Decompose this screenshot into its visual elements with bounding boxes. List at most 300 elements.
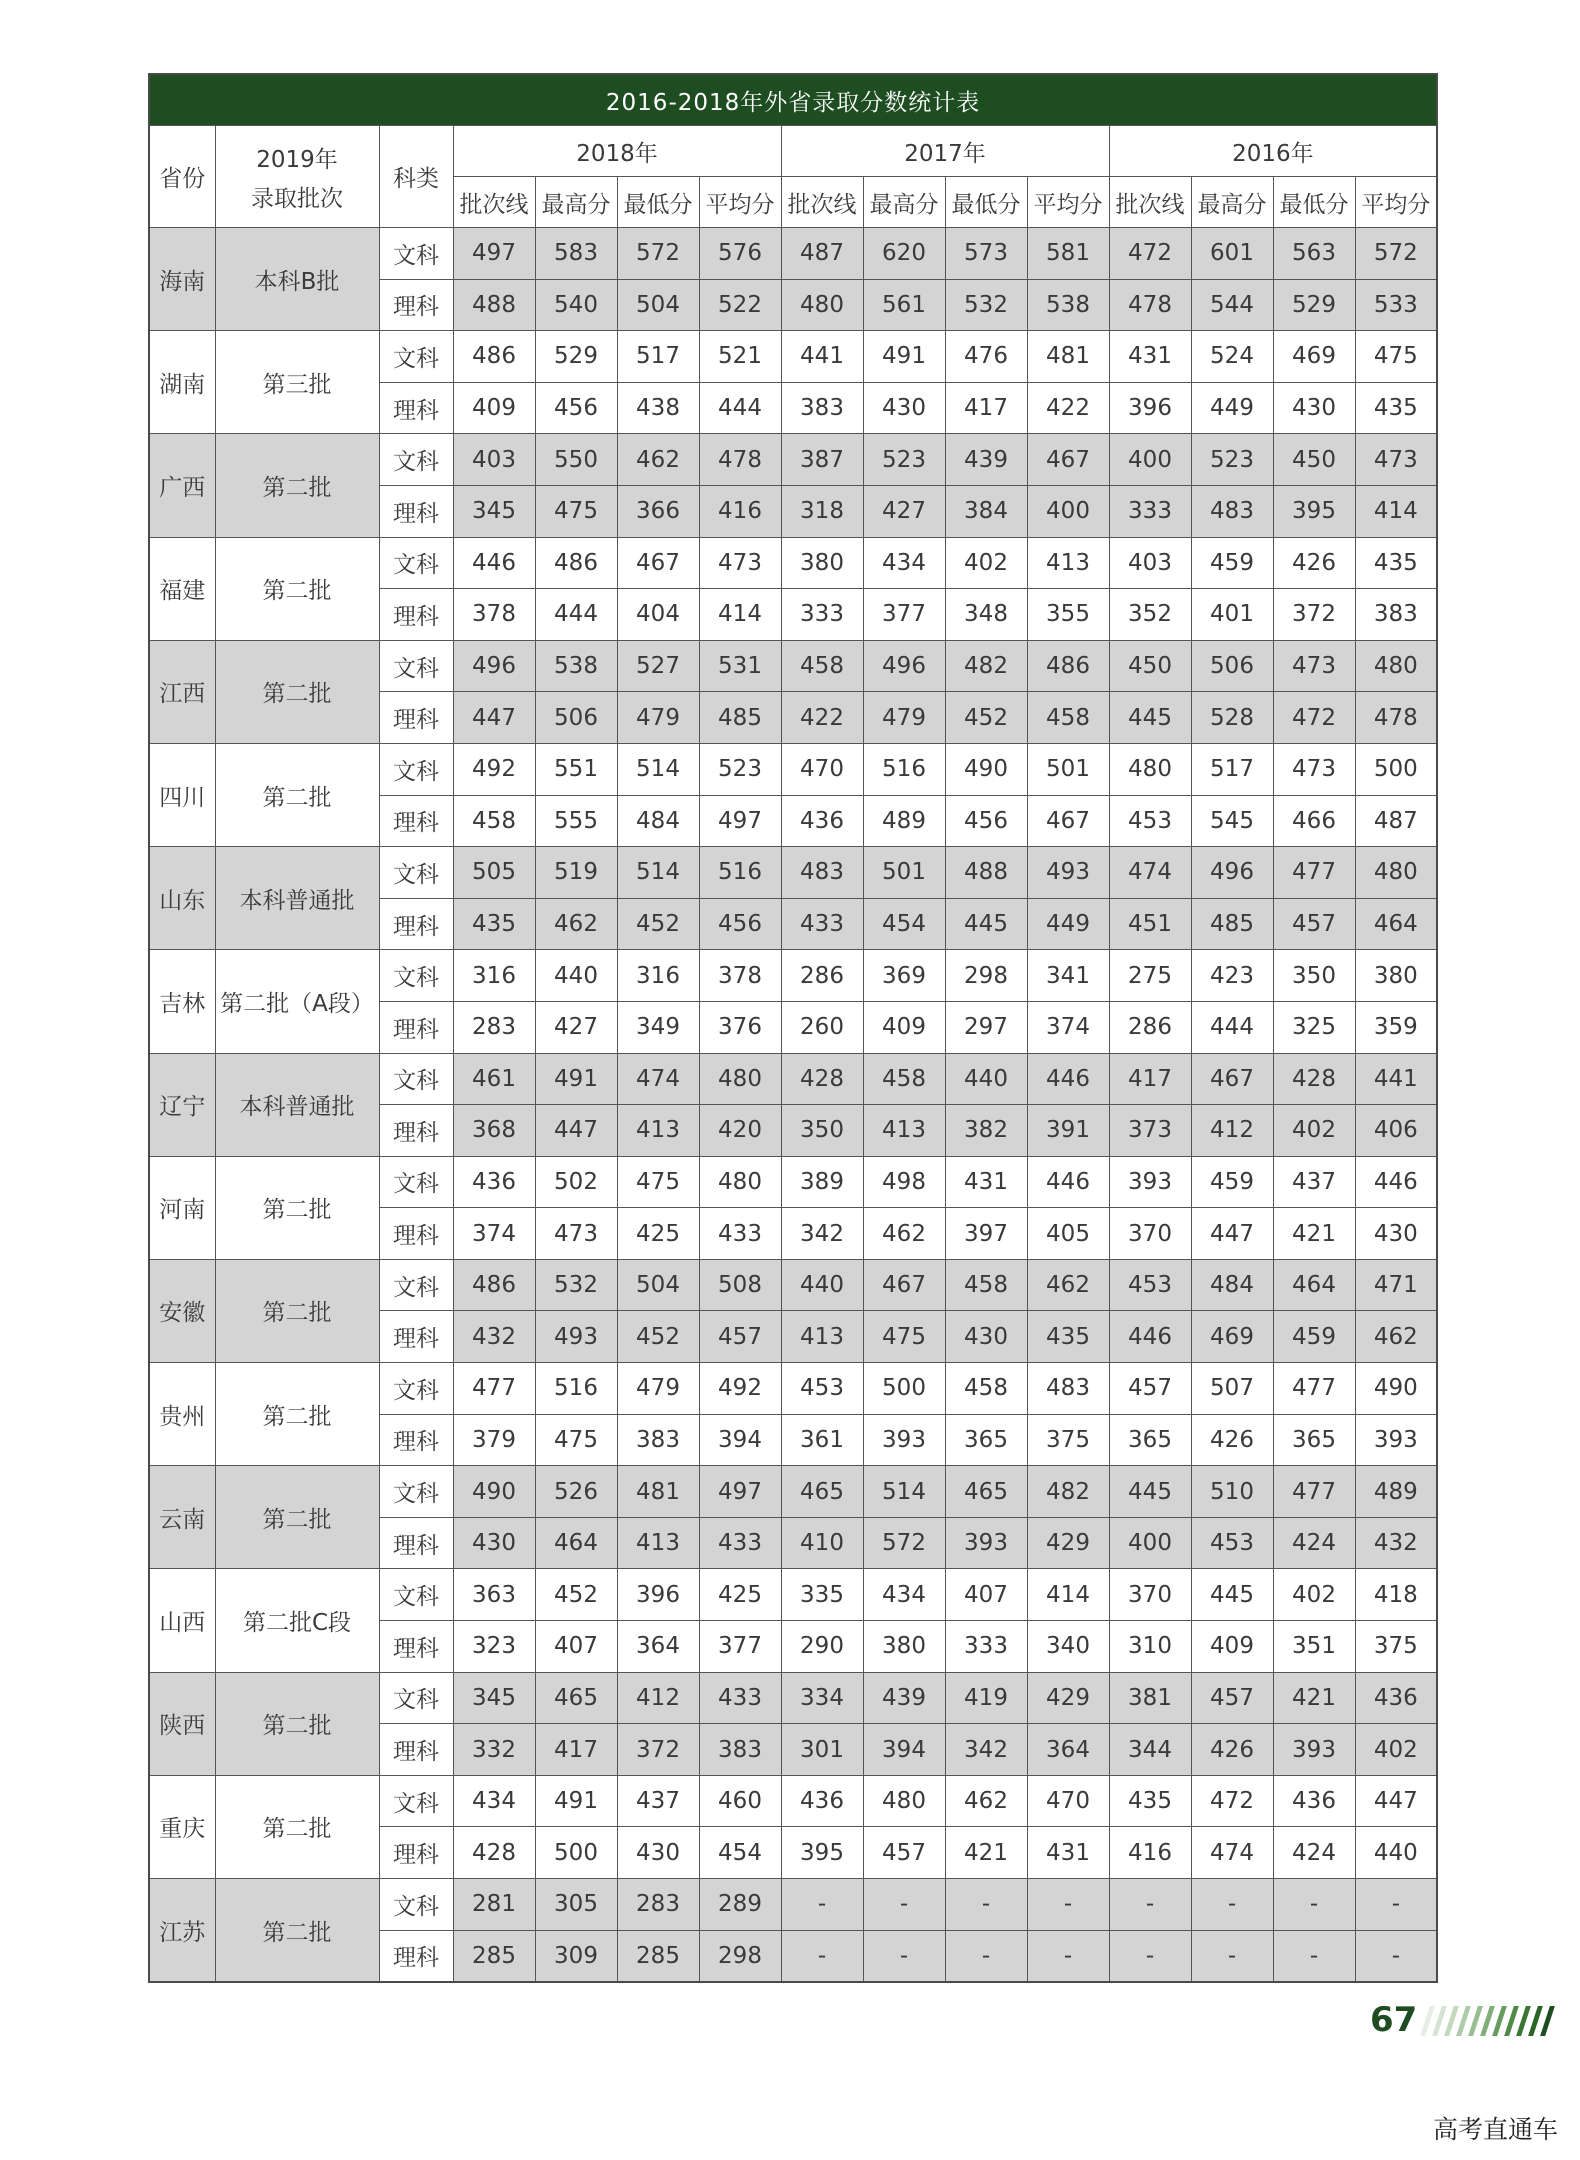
score-cell: 413 bbox=[617, 1105, 699, 1157]
subject-cell: 理科 bbox=[379, 382, 453, 434]
score-cell: 340 bbox=[1027, 1621, 1109, 1673]
score-cell: - bbox=[781, 1879, 863, 1931]
score-cell: 417 bbox=[535, 1724, 617, 1776]
score-cell: 477 bbox=[1273, 1363, 1355, 1415]
score-cell: 384 bbox=[945, 485, 1027, 537]
score-cell: 445 bbox=[1109, 692, 1191, 744]
score-cell: 402 bbox=[1355, 1724, 1437, 1776]
table-row bbox=[149, 1569, 1437, 1621]
score-cell: 496 bbox=[453, 640, 535, 692]
batch-cell: 第二批 bbox=[215, 537, 379, 640]
score-cell: 440 bbox=[781, 1259, 863, 1311]
score-cell: 502 bbox=[535, 1156, 617, 1208]
score-cell: 475 bbox=[535, 485, 617, 537]
score-cell: 436 bbox=[1273, 1775, 1355, 1827]
score-cell: 555 bbox=[535, 795, 617, 847]
score-cell: 446 bbox=[453, 537, 535, 589]
score-cell: 404 bbox=[617, 589, 699, 641]
score-cell: 400 bbox=[1109, 1517, 1191, 1569]
score-cell: 532 bbox=[945, 279, 1027, 331]
subject-cell: 文科 bbox=[379, 1363, 453, 1415]
score-cell: - bbox=[1355, 1930, 1437, 1982]
score-cell: 516 bbox=[863, 743, 945, 795]
score-cell: 516 bbox=[535, 1363, 617, 1415]
score-cell: 452 bbox=[617, 898, 699, 950]
province-cell: 安徽 bbox=[149, 1259, 215, 1362]
score-cell: 477 bbox=[1273, 1466, 1355, 1518]
score-cell: 435 bbox=[1355, 537, 1437, 589]
score-cell: 310 bbox=[1109, 1621, 1191, 1673]
score-cell: 342 bbox=[945, 1724, 1027, 1776]
score-cell: 490 bbox=[1355, 1363, 1437, 1415]
batch-cell: 第二批 bbox=[215, 1672, 379, 1775]
subject-cell: 理科 bbox=[379, 692, 453, 744]
score-cell: 351 bbox=[1273, 1621, 1355, 1673]
score-cell: - bbox=[1027, 1930, 1109, 1982]
score-cell: 479 bbox=[617, 692, 699, 744]
score-cell: 422 bbox=[1027, 382, 1109, 434]
score-cell: 486 bbox=[453, 1259, 535, 1311]
score-cell: 396 bbox=[617, 1569, 699, 1621]
subject-cell: 文科 bbox=[379, 950, 453, 1002]
score-cell: 435 bbox=[453, 898, 535, 950]
score-cell: 437 bbox=[1273, 1156, 1355, 1208]
score-cell: 504 bbox=[617, 279, 699, 331]
score-cell: 345 bbox=[453, 1672, 535, 1724]
score-cell: 480 bbox=[1355, 847, 1437, 899]
score-cell: 532 bbox=[535, 1259, 617, 1311]
page-number: 67 bbox=[1370, 2000, 1418, 2040]
score-cell: 393 bbox=[863, 1414, 945, 1466]
score-cell: 436 bbox=[453, 1156, 535, 1208]
score-cell: 383 bbox=[781, 382, 863, 434]
score-cell: 498 bbox=[863, 1156, 945, 1208]
score-table bbox=[148, 73, 1438, 1983]
subject-cell: 文科 bbox=[379, 1775, 453, 1827]
score-cell: - bbox=[1109, 1930, 1191, 1982]
score-cell: 490 bbox=[945, 743, 1027, 795]
header-province: 省份 bbox=[149, 126, 215, 228]
score-cell: 333 bbox=[781, 589, 863, 641]
subject-cell: 理科 bbox=[379, 795, 453, 847]
score-cell: 334 bbox=[781, 1672, 863, 1724]
score-cell: 344 bbox=[1109, 1724, 1191, 1776]
score-cell: 563 bbox=[1273, 228, 1355, 280]
province-cell: 四川 bbox=[149, 743, 215, 846]
score-cell: 350 bbox=[781, 1105, 863, 1157]
score-cell: 479 bbox=[863, 692, 945, 744]
subject-cell: 文科 bbox=[379, 640, 453, 692]
score-cell: 500 bbox=[535, 1827, 617, 1879]
score-cell: 350 bbox=[1273, 950, 1355, 1002]
score-cell: 450 bbox=[1273, 434, 1355, 486]
score-cell: 473 bbox=[1273, 743, 1355, 795]
score-cell: 395 bbox=[1273, 485, 1355, 537]
province-cell: 湖南 bbox=[149, 331, 215, 434]
score-cell: 316 bbox=[617, 950, 699, 1002]
subject-cell: 文科 bbox=[379, 1569, 453, 1621]
table-row bbox=[149, 1156, 1437, 1208]
score-cell: 444 bbox=[1191, 1001, 1273, 1053]
score-cell: 488 bbox=[945, 847, 1027, 899]
score-cell: 401 bbox=[1191, 589, 1273, 641]
score-cell: 470 bbox=[781, 743, 863, 795]
score-cell: 521 bbox=[699, 331, 781, 383]
province-cell: 吉林 bbox=[149, 950, 215, 1053]
score-cell: 573 bbox=[945, 228, 1027, 280]
score-cell: 482 bbox=[945, 640, 1027, 692]
batch-cell: 本科普通批 bbox=[215, 847, 379, 950]
score-cell: 514 bbox=[617, 743, 699, 795]
score-table-body bbox=[149, 228, 1437, 1983]
score-cell: 335 bbox=[781, 1569, 863, 1621]
score-cell: 387 bbox=[781, 434, 863, 486]
score-cell: 380 bbox=[781, 537, 863, 589]
score-cell: 528 bbox=[1191, 692, 1273, 744]
score-cell: 458 bbox=[781, 640, 863, 692]
province-cell: 河南 bbox=[149, 1156, 215, 1259]
subject-cell: 理科 bbox=[379, 279, 453, 331]
score-cell: 452 bbox=[535, 1569, 617, 1621]
score-cell: 260 bbox=[781, 1001, 863, 1053]
subject-cell: 理科 bbox=[379, 589, 453, 641]
score-cell: - bbox=[1027, 1879, 1109, 1931]
page-number-stripes-decoration bbox=[1425, 2006, 1550, 2036]
header-year-2016: 2016年 bbox=[1109, 126, 1437, 177]
header-batch bbox=[215, 126, 379, 228]
score-cell: 473 bbox=[1355, 434, 1437, 486]
score-cell: 506 bbox=[535, 692, 617, 744]
score-cell: 576 bbox=[699, 228, 781, 280]
score-cell: 375 bbox=[1355, 1621, 1437, 1673]
score-cell: 477 bbox=[1273, 847, 1355, 899]
score-cell: 413 bbox=[1027, 537, 1109, 589]
score-cell: 457 bbox=[699, 1311, 781, 1363]
score-cell: 365 bbox=[945, 1414, 1027, 1466]
score-cell: - bbox=[1191, 1930, 1273, 1982]
header-metric: 批次线 bbox=[781, 177, 863, 228]
score-cell: 441 bbox=[1355, 1053, 1437, 1105]
score-cell: - bbox=[1273, 1930, 1355, 1982]
score-cell: 467 bbox=[617, 537, 699, 589]
score-cell: 465 bbox=[535, 1672, 617, 1724]
score-cell: 480 bbox=[1355, 640, 1437, 692]
score-cell: - bbox=[945, 1879, 1027, 1931]
score-cell: 426 bbox=[1273, 537, 1355, 589]
score-cell: 414 bbox=[1027, 1569, 1109, 1621]
score-cell: 407 bbox=[535, 1621, 617, 1673]
score-cell: 419 bbox=[945, 1672, 1027, 1724]
score-cell: 481 bbox=[1027, 331, 1109, 383]
score-cell: 332 bbox=[453, 1724, 535, 1776]
score-cell: 409 bbox=[863, 1001, 945, 1053]
score-cell: 464 bbox=[1273, 1259, 1355, 1311]
score-cell: 462 bbox=[617, 434, 699, 486]
province-cell: 陕西 bbox=[149, 1672, 215, 1775]
score-cell: 529 bbox=[535, 331, 617, 383]
header-metric: 最低分 bbox=[1273, 177, 1355, 228]
score-cell: 380 bbox=[863, 1621, 945, 1673]
score-cell: 464 bbox=[1355, 898, 1437, 950]
score-cell: 413 bbox=[781, 1311, 863, 1363]
score-cell: - bbox=[1273, 1879, 1355, 1931]
score-cell: 523 bbox=[699, 743, 781, 795]
score-cell: 290 bbox=[781, 1621, 863, 1673]
score-cell: 538 bbox=[535, 640, 617, 692]
subject-cell: 理科 bbox=[379, 1621, 453, 1673]
score-cell: 301 bbox=[781, 1724, 863, 1776]
score-cell: 421 bbox=[1273, 1672, 1355, 1724]
score-cell: 283 bbox=[617, 1879, 699, 1931]
score-cell: 437 bbox=[617, 1775, 699, 1827]
score-cell: 397 bbox=[945, 1208, 1027, 1260]
score-cell: 435 bbox=[1027, 1311, 1109, 1363]
subject-cell: 文科 bbox=[379, 1259, 453, 1311]
score-cell: 497 bbox=[453, 228, 535, 280]
score-cell: 456 bbox=[699, 898, 781, 950]
score-cell: 355 bbox=[1027, 589, 1109, 641]
score-cell: 420 bbox=[699, 1105, 781, 1157]
score-cell: 460 bbox=[699, 1775, 781, 1827]
score-cell: 434 bbox=[863, 537, 945, 589]
score-cell: 447 bbox=[1355, 1775, 1437, 1827]
table-row bbox=[149, 847, 1437, 899]
score-cell: 486 bbox=[453, 331, 535, 383]
score-cell: 475 bbox=[617, 1156, 699, 1208]
province-cell: 福建 bbox=[149, 537, 215, 640]
score-cell: 316 bbox=[453, 950, 535, 1002]
table-row bbox=[149, 640, 1437, 692]
score-cell: 459 bbox=[1273, 1311, 1355, 1363]
subject-cell: 理科 bbox=[379, 1724, 453, 1776]
score-cell: 508 bbox=[699, 1259, 781, 1311]
score-cell: 462 bbox=[945, 1775, 1027, 1827]
header-metric: 最高分 bbox=[535, 177, 617, 228]
score-cell: 435 bbox=[1355, 382, 1437, 434]
score-cell: 298 bbox=[699, 1930, 781, 1982]
score-cell: 425 bbox=[699, 1569, 781, 1621]
score-cell: 417 bbox=[945, 382, 1027, 434]
score-cell: 436 bbox=[781, 1775, 863, 1827]
score-cell: 389 bbox=[781, 1156, 863, 1208]
header-batch-line2: 录取批次 bbox=[251, 185, 343, 212]
table-row bbox=[149, 743, 1437, 795]
score-cell: 430 bbox=[453, 1517, 535, 1569]
score-cell: 522 bbox=[699, 279, 781, 331]
score-cell: 523 bbox=[863, 434, 945, 486]
subject-cell: 理科 bbox=[379, 1208, 453, 1260]
score-cell: 480 bbox=[781, 279, 863, 331]
table-row bbox=[149, 1879, 1437, 1931]
score-cell: 432 bbox=[453, 1311, 535, 1363]
score-cell: 474 bbox=[617, 1053, 699, 1105]
score-cell: 474 bbox=[1109, 847, 1191, 899]
score-cell: 405 bbox=[1027, 1208, 1109, 1260]
score-cell: 412 bbox=[1191, 1105, 1273, 1157]
score-cell: 459 bbox=[1191, 537, 1273, 589]
table-row bbox=[149, 1775, 1437, 1827]
score-cell: 318 bbox=[781, 485, 863, 537]
score-cell: 538 bbox=[1027, 279, 1109, 331]
score-cell: 418 bbox=[1355, 1569, 1437, 1621]
score-cell: 430 bbox=[617, 1827, 699, 1879]
score-cell: 382 bbox=[945, 1105, 1027, 1157]
subject-cell: 文科 bbox=[379, 1466, 453, 1518]
batch-cell: 第二批（A段） bbox=[215, 950, 379, 1053]
score-cell: 465 bbox=[781, 1466, 863, 1518]
score-cell: 456 bbox=[945, 795, 1027, 847]
subject-cell: 理科 bbox=[379, 1827, 453, 1879]
score-cell: 459 bbox=[1191, 1156, 1273, 1208]
score-cell: 428 bbox=[781, 1053, 863, 1105]
province-cell: 辽宁 bbox=[149, 1053, 215, 1156]
score-cell: 601 bbox=[1191, 228, 1273, 280]
subject-cell: 文科 bbox=[379, 331, 453, 383]
province-cell: 江苏 bbox=[149, 1879, 215, 1983]
score-cell: 489 bbox=[1355, 1466, 1437, 1518]
score-cell: 501 bbox=[1027, 743, 1109, 795]
score-cell: 458 bbox=[945, 1259, 1027, 1311]
score-cell: 462 bbox=[1355, 1311, 1437, 1363]
batch-cell: 第二批 bbox=[215, 743, 379, 846]
score-cell: 285 bbox=[453, 1930, 535, 1982]
score-cell: 373 bbox=[1109, 1105, 1191, 1157]
batch-cell: 第二批 bbox=[215, 1363, 379, 1466]
score-cell: 458 bbox=[945, 1363, 1027, 1415]
score-cell: 467 bbox=[1191, 1053, 1273, 1105]
score-cell: 480 bbox=[699, 1156, 781, 1208]
score-cell: 486 bbox=[535, 537, 617, 589]
score-cell: 478 bbox=[699, 434, 781, 486]
score-cell: 364 bbox=[617, 1621, 699, 1673]
province-cell: 重庆 bbox=[149, 1775, 215, 1878]
score-cell: 488 bbox=[453, 279, 535, 331]
score-cell: 402 bbox=[1273, 1105, 1355, 1157]
score-cell: 366 bbox=[617, 485, 699, 537]
header-metric: 批次线 bbox=[453, 177, 535, 228]
score-cell: 383 bbox=[699, 1724, 781, 1776]
province-cell: 海南 bbox=[149, 228, 215, 331]
score-cell: 323 bbox=[453, 1621, 535, 1673]
score-cell: 431 bbox=[1109, 331, 1191, 383]
score-cell: 416 bbox=[1109, 1827, 1191, 1879]
watermark-text: 高考直通车 bbox=[1432, 2115, 1558, 2144]
table-row bbox=[149, 1259, 1437, 1311]
subject-cell: 文科 bbox=[379, 1879, 453, 1931]
score-cell: 544 bbox=[1191, 279, 1273, 331]
score-cell: 475 bbox=[863, 1311, 945, 1363]
score-cell: 524 bbox=[1191, 331, 1273, 383]
score-cell: 413 bbox=[863, 1105, 945, 1157]
score-cell: 423 bbox=[1191, 950, 1273, 1002]
score-cell: 376 bbox=[699, 1001, 781, 1053]
score-cell: 429 bbox=[1027, 1517, 1109, 1569]
score-cell: 341 bbox=[1027, 950, 1109, 1002]
score-cell: 413 bbox=[617, 1517, 699, 1569]
score-cell: 305 bbox=[535, 1879, 617, 1931]
batch-cell: 第三批 bbox=[215, 331, 379, 434]
score-cell: 444 bbox=[535, 589, 617, 641]
score-cell: 469 bbox=[1191, 1311, 1273, 1363]
score-cell: 483 bbox=[781, 847, 863, 899]
score-cell: 370 bbox=[1109, 1569, 1191, 1621]
score-cell: 365 bbox=[1109, 1414, 1191, 1466]
score-cell: 483 bbox=[1191, 485, 1273, 537]
score-cell: 572 bbox=[617, 228, 699, 280]
score-cell: 433 bbox=[699, 1672, 781, 1724]
score-cell: 480 bbox=[699, 1053, 781, 1105]
score-cell: - bbox=[1355, 1879, 1437, 1931]
score-cell: 430 bbox=[1355, 1208, 1437, 1260]
score-cell: 342 bbox=[781, 1208, 863, 1260]
subject-cell: 理科 bbox=[379, 1930, 453, 1982]
score-cell: 369 bbox=[863, 950, 945, 1002]
score-cell: 381 bbox=[1109, 1672, 1191, 1724]
score-cell: 449 bbox=[1027, 898, 1109, 950]
score-cell: 482 bbox=[1027, 1466, 1109, 1518]
subject-cell: 理科 bbox=[379, 1001, 453, 1053]
score-cell: 505 bbox=[453, 847, 535, 899]
table-row bbox=[149, 228, 1437, 280]
score-cell: 487 bbox=[1355, 795, 1437, 847]
score-cell: 458 bbox=[1027, 692, 1109, 744]
score-cell: 378 bbox=[453, 589, 535, 641]
score-cell: 486 bbox=[1027, 640, 1109, 692]
province-cell: 云南 bbox=[149, 1466, 215, 1569]
score-cell: 484 bbox=[1191, 1259, 1273, 1311]
table-row bbox=[149, 331, 1437, 383]
score-cell: 430 bbox=[1273, 382, 1355, 434]
score-cell: 519 bbox=[535, 847, 617, 899]
header-metric: 最低分 bbox=[617, 177, 699, 228]
score-cell: 447 bbox=[535, 1105, 617, 1157]
score-cell: 507 bbox=[1191, 1363, 1273, 1415]
score-cell: 414 bbox=[699, 589, 781, 641]
score-cell: 378 bbox=[699, 950, 781, 1002]
score-cell: 426 bbox=[1191, 1414, 1273, 1466]
score-cell: 394 bbox=[699, 1414, 781, 1466]
score-cell: 456 bbox=[535, 382, 617, 434]
score-cell: 349 bbox=[617, 1001, 699, 1053]
score-cell: 471 bbox=[1355, 1259, 1437, 1311]
score-cell: 402 bbox=[1273, 1569, 1355, 1621]
score-cell: 620 bbox=[863, 228, 945, 280]
score-cell: 489 bbox=[863, 795, 945, 847]
score-cell: 283 bbox=[453, 1001, 535, 1053]
subject-cell: 理科 bbox=[379, 1105, 453, 1157]
table-row bbox=[149, 1672, 1437, 1724]
header-metric: 最低分 bbox=[945, 177, 1027, 228]
score-cell: 496 bbox=[863, 640, 945, 692]
score-cell: 432 bbox=[1355, 1517, 1437, 1569]
score-cell: 453 bbox=[1109, 795, 1191, 847]
subject-cell: 文科 bbox=[379, 434, 453, 486]
score-cell: 393 bbox=[1355, 1414, 1437, 1466]
score-cell: 422 bbox=[781, 692, 863, 744]
score-cell: 286 bbox=[1109, 1001, 1191, 1053]
score-cell: 434 bbox=[863, 1569, 945, 1621]
score-cell: 451 bbox=[1109, 898, 1191, 950]
score-cell: 453 bbox=[1191, 1517, 1273, 1569]
batch-cell: 第二批 bbox=[215, 640, 379, 743]
score-cell: 469 bbox=[1273, 331, 1355, 383]
score-cell: 506 bbox=[1191, 640, 1273, 692]
province-cell: 广西 bbox=[149, 434, 215, 537]
score-cell: 473 bbox=[535, 1208, 617, 1260]
subject-cell: 理科 bbox=[379, 485, 453, 537]
batch-cell: 第二批 bbox=[215, 1156, 379, 1259]
score-cell: 427 bbox=[535, 1001, 617, 1053]
